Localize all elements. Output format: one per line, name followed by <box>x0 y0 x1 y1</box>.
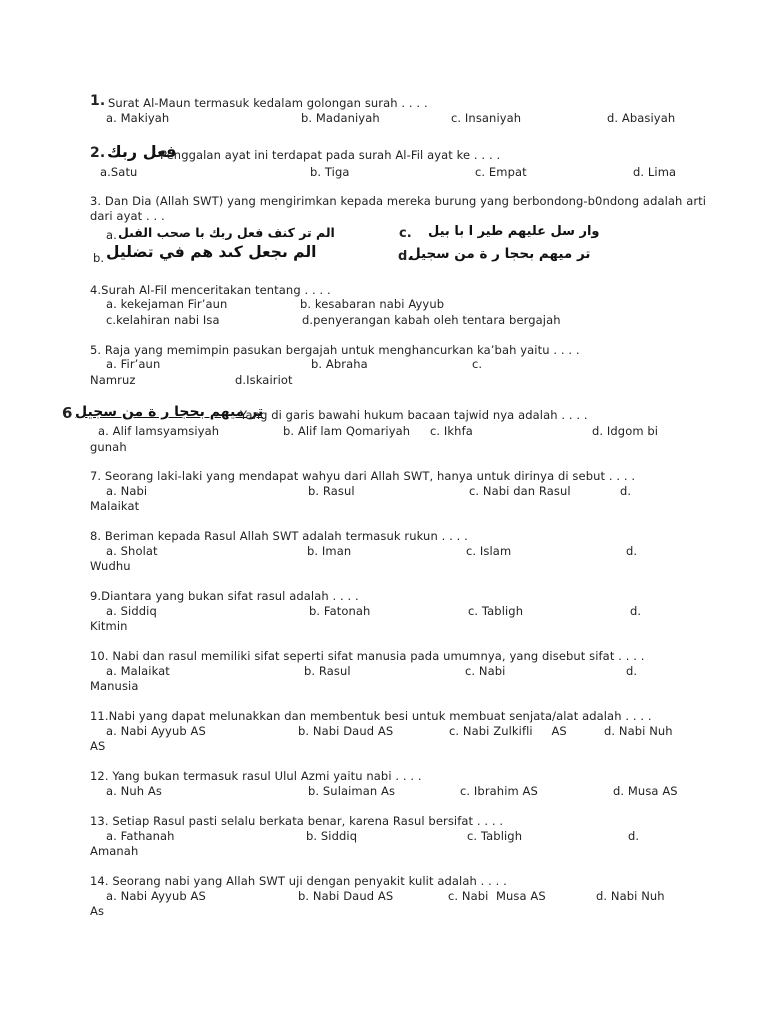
q13-option-c: c. Tabligh <box>467 829 523 843</box>
q13-option-b: b. Siddiq <box>306 829 358 843</box>
q6-option-c: c. Ikhfa <box>430 424 473 438</box>
q2-number: 2. <box>90 145 106 161</box>
q2-question: Penggalan ayat ini terdapat pada surah Al-Fil ayat ke . . . . <box>160 148 501 162</box>
q8-option-d-text: Wudhu <box>90 559 131 573</box>
q6-option-d-wrap: gunah <box>90 440 127 454</box>
q8-option-c: c. Islam <box>466 544 512 558</box>
q13-option-d-label: d. <box>628 829 640 843</box>
q14-option-a: a. Nabi Ayyub AS <box>106 889 206 903</box>
q6-question: Yang di garis bawahi hukum bacaan tajwid nya adalah . . . . <box>240 408 588 422</box>
q13-option-d-text: Amanah <box>90 844 139 858</box>
q11-option-d: d. Nabi Nuh <box>604 724 673 738</box>
q2-option-b: b. Tiga <box>310 165 350 179</box>
q5-option-c-label: c. <box>472 357 483 371</box>
q13-question: 13. Setiap Rasul pasti selalu berkata benar, karena Rasul bersifat . . . . <box>90 814 504 828</box>
q9-question: 9.Diantara yang bukan sifat rasul adalah . . . . <box>90 589 359 603</box>
q8-option-b: b. Iman <box>307 544 352 558</box>
q2-option-c: c. Empat <box>475 165 527 179</box>
q3-option-c-label: c. <box>399 226 412 241</box>
q9-option-d-text: Kitmin <box>90 619 128 633</box>
q11-question: 11.Nabi yang dapat melunakkan dan membentuk besi untuk membuat senjata/alat adalah . . . . <box>90 709 652 723</box>
q3-question-line2: dari ayat . . . <box>90 209 165 223</box>
q1-question: Surat Al-Maun termasuk kedalam golongan surah . . . . <box>108 96 428 110</box>
q1-number: 1. <box>90 93 106 109</box>
q5-option-b: b. Abraha <box>311 357 368 371</box>
q12-option-b: b. Sulaiman As <box>308 784 396 798</box>
q3-option-a-arabic: الم تر كنف فعل ربك با صحب الفىل <box>118 225 335 240</box>
q2-option-d: d. Lima <box>633 165 677 179</box>
q7-option-c: c. Nabi dan Rasul <box>469 484 571 498</box>
q7-option-b: b. Rasul <box>308 484 355 498</box>
q2-option-a: a.Satu <box>100 165 138 179</box>
q5-option-c-text: Namruz <box>90 373 136 387</box>
q14-option-d: d. Nabi Nuh <box>596 889 665 903</box>
q14-option-d-wrap: As <box>90 904 105 918</box>
q10-option-b: b. Rasul <box>304 664 351 678</box>
q12-option-d: d. Musa AS <box>613 784 678 798</box>
q7-option-d-text: Malaikat <box>90 499 140 513</box>
q14-option-c: c. Nabi Musa AS <box>448 889 546 903</box>
q7-option-a: a. Nabi <box>106 484 148 498</box>
q7-option-d-label: d. <box>620 484 632 498</box>
q2-arabic: فعل ربك <box>107 142 177 161</box>
q3-option-a-label: a. <box>106 228 117 242</box>
q10-option-a: a. Malaikat <box>106 664 170 678</box>
q3-question-line1: 3. Dan Dia (Allah SWT) yang mengirimkan kepada mereka burung yang berbondong-b0ndong adalah arti <box>90 194 707 208</box>
q6-option-a: a. Alif lamsyamsiyah <box>98 424 220 438</box>
q12-option-c: c. Ibrahim AS <box>460 784 538 798</box>
q7-question: 7. Seorang laki-laki yang mendapat wahyu dari Allah SWT, hanya untuk dirinya di sebut . . . . <box>90 469 636 483</box>
q3-option-b-label: b. <box>93 251 105 265</box>
q6-option-d: d. Idgom bi <box>592 424 659 438</box>
q5-option-a: a. Fir’aun <box>106 357 161 371</box>
q9-option-b: b. Fatonah <box>309 604 371 618</box>
q3-option-d-arabic: تر ميهم بحجا ر ة من سجيل <box>409 246 591 262</box>
q8-option-d-label: d. <box>626 544 638 558</box>
q11-option-b: b. Nabi Daud AS <box>298 724 394 738</box>
q6-option-b: b. Alif lam Qomariyah <box>283 424 411 438</box>
q4-option-a: a. kekejaman Fir’aun <box>106 297 228 311</box>
q9-option-d-label: d. <box>630 604 642 618</box>
q10-option-d-label: d. <box>626 664 638 678</box>
q6-arabic: تر ميهم بحجا ر ة من سجيل <box>75 404 264 420</box>
q5-question: 5. Raja yang memimpin pasukan bergajah untuk menghancurkan ka’bah yaitu . . . . <box>90 343 580 357</box>
q1-option-d: d. Abasiyah <box>607 111 676 125</box>
q3-option-d-label: d. <box>398 249 413 264</box>
q1-option-a: a. Makiyah <box>106 111 170 125</box>
q4-option-b: b. kesabaran nabi Ayyub <box>300 297 445 311</box>
q12-question: 12. Yang bukan termasuk rasul Ulul Azmi yaitu nabi . . . . <box>90 769 422 783</box>
q10-question: 10. Nabi dan rasul memiliki sifat seperti sifat manusia pada umumnya, yang disebut sifat . . . . <box>90 649 645 663</box>
q4-option-c: c.kelahiran nabi Isa <box>106 313 220 327</box>
q9-option-a: a. Siddiq <box>106 604 157 618</box>
q6-number: 6 <box>62 404 73 422</box>
q13-option-a: a. Fathanah <box>106 829 175 843</box>
q1-option-c: c. Insaniyah <box>451 111 522 125</box>
q1-option-b: b. Madaniyah <box>301 111 380 125</box>
q8-option-a: a. Sholat <box>106 544 158 558</box>
q11-option-d-wrap: AS <box>90 739 106 753</box>
q3-option-c-arabic: وار سل عليهم طير ا با بيل <box>428 224 600 239</box>
q14-question: 14. Seorang nabi yang Allah SWT uji dengan penyakit kulit adalah . . . . <box>90 874 507 888</box>
q9-option-c: c. Tabligh <box>468 604 524 618</box>
q11-option-c: c. Nabi Zulkifli AS <box>449 724 567 738</box>
q5-option-d: d.Iskairiot <box>235 373 293 387</box>
q10-option-d-text: Manusia <box>90 679 139 693</box>
q3-option-b-arabic: الم ىجعل كىد هم في تضليل <box>106 243 317 261</box>
q8-question: 8. Beriman kepada Rasul Allah SWT adalah termasuk rukun . . . . <box>90 529 468 543</box>
q4-option-d: d.penyerangan kabah oleh tentara bergajah <box>302 313 561 327</box>
q14-option-b: b. Nabi Daud AS <box>298 889 394 903</box>
q12-option-a: a. Nuh As <box>106 784 162 798</box>
q10-option-c: c. Nabi <box>465 664 506 678</box>
q11-option-a: a. Nabi Ayyub AS <box>106 724 206 738</box>
q4-question: 4.Surah Al-Fil menceritakan tentang . . . . <box>90 283 331 297</box>
